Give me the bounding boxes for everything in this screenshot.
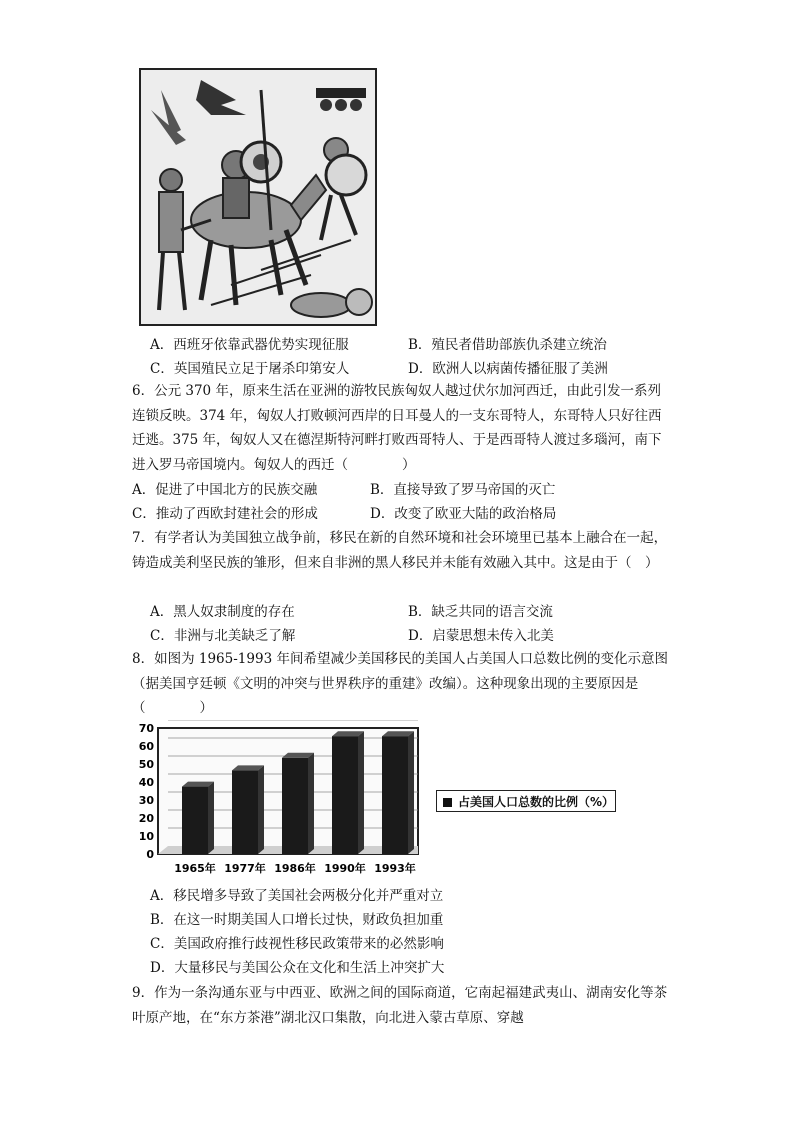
- bar: [232, 770, 258, 854]
- x-tick-label: 1965年: [174, 862, 216, 875]
- q5-option-c: C．英国殖民立足于屠杀印第安人: [150, 361, 350, 377]
- q6-stem: 6．公元 370 年，原来生活在亚洲的游牧民族匈奴人越过伏尔加河西迁，由此引发一系列连锁反映。374 年，匈奴人打败顿河西岸的日耳曼人的一支东哥特人，东哥特人只好往西迁逃。375 年，匈奴人又在德涅斯特河畔打败西哥特人、于是西哥特人渡过多瑙河，南下进入罗马帝国境内。匈奴人的西迁（ ）: [132, 383, 662, 473]
- bar-side: [408, 731, 414, 854]
- bar: [332, 736, 358, 854]
- y-tick-label: 60: [138, 740, 154, 753]
- q6-option-a: A．促进了中国北方的民族交融: [132, 482, 318, 498]
- bar-side: [258, 765, 264, 854]
- y-tick-label: 50: [138, 758, 154, 771]
- bar-side: [308, 753, 314, 854]
- q5-option-a: A．西班牙依靠武器优势实现征服: [150, 337, 349, 353]
- q5-option-d: D．欧洲人以病菌传播征服了美洲: [408, 361, 608, 377]
- q9-stem: 9．作为一条沟通东亚与中西亚、欧洲之间的国际商道，它南起福建武夷山、湖南安化等茶叶原产地，在“东方茶港”湖北汉口集散，向北进入蒙古草原、穿越: [132, 985, 668, 1026]
- q7-stem: 7．有学者认为美国独立战争前，移民在新的自然环境和社会环境里已基本上融合在一起，铸造成美利坚民族的雏形，但来自非洲的黑人移民并未能有效融入其中。这是由于（ ）: [132, 530, 668, 571]
- q6-option-c: C．推动了西欧封建社会的形成: [132, 506, 318, 522]
- y-tick-label: 10: [138, 830, 154, 843]
- q8-option-a: A．移民增多导致了美国社会两极分化并严重对立: [150, 888, 444, 904]
- q8-bar-chart: [132, 720, 432, 880]
- q7-option-a: A．黑人奴隶制度的存在: [150, 604, 295, 620]
- woodcut-drawing: [141, 70, 375, 324]
- x-tick-label: 1990年: [324, 862, 366, 875]
- q5-option-b: B．殖民者借助部族仇杀建立统治: [408, 337, 607, 353]
- x-tick-label: 1986年: [274, 862, 316, 875]
- legend-label: 占美国人口总数的比例（%）: [458, 795, 615, 809]
- q7-option-c: C．非洲与北美缺乏了解: [150, 628, 296, 644]
- q7-option-b: B．缺乏共同的语言交流: [408, 604, 553, 620]
- q8-option-b: B．在这一时期美国人口增长过快，财政负担加重: [150, 912, 444, 928]
- y-tick-label: 70: [138, 722, 154, 735]
- x-tick-label: 1993年: [374, 862, 416, 875]
- legend-swatch: [443, 798, 452, 807]
- bar-side: [208, 782, 214, 854]
- q8-stem: 8．如图为 1965-1993 年间希望减少美国移民的美国人占美国人口总数比例的变化示意图（据美国亨廷顿《文明的冲突与世界秩序的重建》改编）。这种现象出现的主要原因是（ ）: [132, 651, 668, 716]
- bar-side: [358, 731, 364, 854]
- bar: [182, 787, 208, 854]
- q7-option-d: D．启蒙思想未传入北美: [408, 628, 554, 644]
- y-tick-label: 30: [138, 794, 154, 807]
- y-tick-label: 0: [146, 848, 154, 861]
- q8-option-d: D．大量移民与美国公众在文化和生活上冲突扩大: [150, 960, 445, 976]
- q8-option-c: C．美国政府推行歧视性移民政策带来的必然影响: [150, 936, 444, 952]
- bar: [382, 736, 408, 854]
- conquest-illustration: [139, 68, 377, 326]
- q6-option-d: D．改变了欧亚大陆的政治格局: [370, 506, 557, 522]
- bar: [282, 758, 308, 854]
- q6-option-b: B．直接导致了罗马帝国的灭亡: [370, 482, 556, 498]
- x-tick-label: 1977年: [224, 862, 266, 875]
- y-tick-label: 40: [138, 776, 154, 789]
- chart-legend: [436, 790, 616, 812]
- bar-chart-svg: [132, 720, 432, 880]
- y-tick-label: 20: [138, 812, 154, 825]
